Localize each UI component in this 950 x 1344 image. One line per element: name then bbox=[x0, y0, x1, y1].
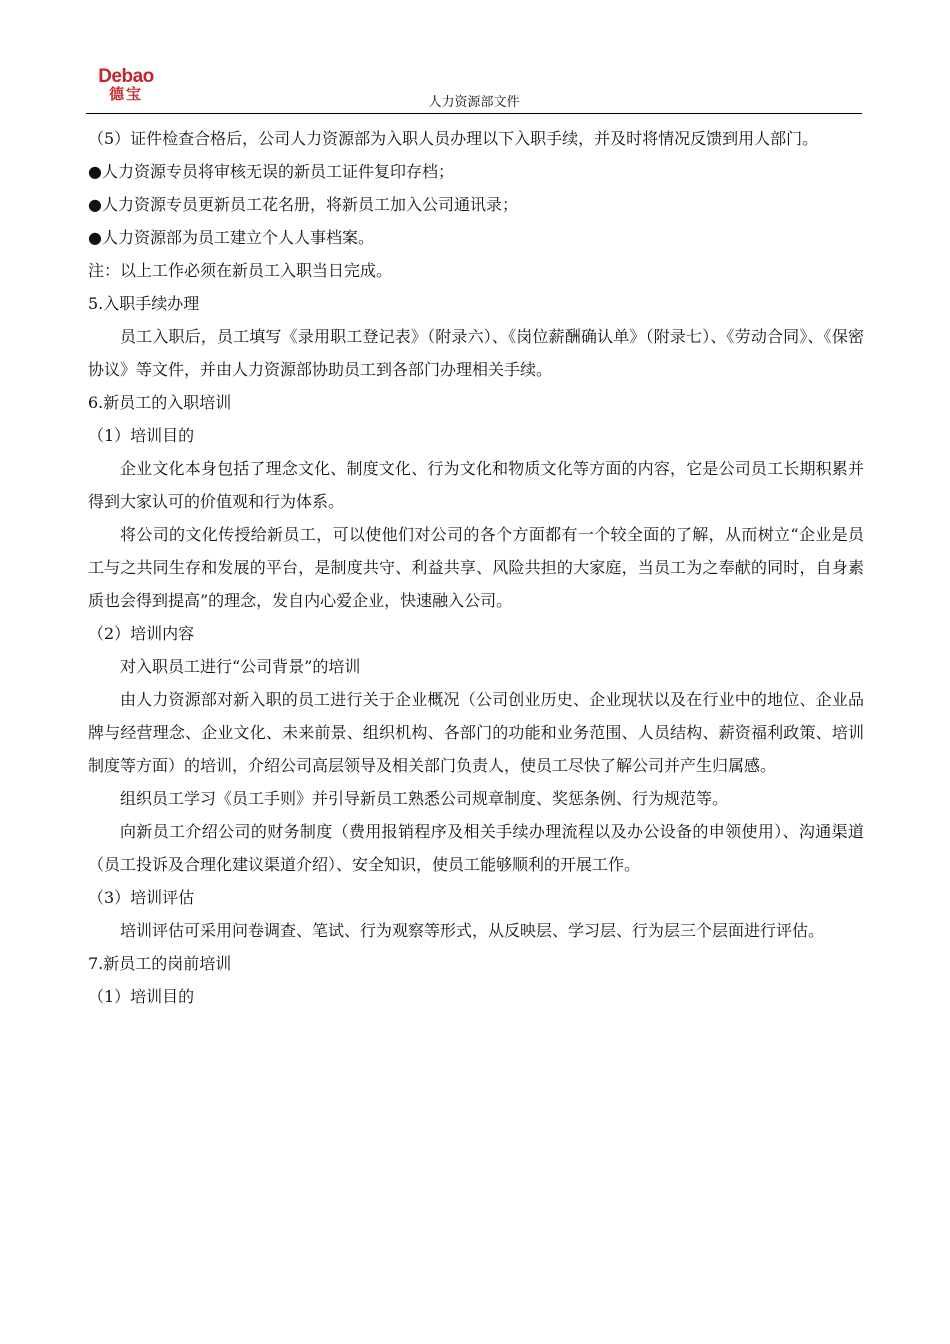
subheading-pre-job-training-purpose: （1）培训目的 bbox=[88, 987, 195, 1006]
note-text: 注：以上工作必须在新员工入职当日完成。 bbox=[88, 261, 393, 280]
paragraph-company-overview: 由人力资源部对新入职的员工进行关于企业概况（公司创业历史、企业现状以及在行业中的地位、企业品牌与经营理念、企业文化、未来前景、组织机构、各部门的功能和业务范围、人员结构、薪资福利政策、培训制度等方面）的培训，介绍公司高层领导及相关部门负责人，使员工尽快了解公司并产生归属感。 bbox=[88, 690, 864, 775]
bullet-item: ●人力资源部为员工建立个人人事档案。 bbox=[88, 228, 374, 247]
logo-text-cjk: 德宝 bbox=[108, 86, 143, 103]
subheading-training-content: （2）培训内容 bbox=[88, 624, 195, 643]
bullet-item: ●人力资源专员将审核无误的新员工证件复印存档； bbox=[88, 162, 454, 181]
paragraph-employee-handbook: 组织员工学习《员工手则》并引导新员工熟悉公司规章制度、奖惩条例、行为规范等。 bbox=[120, 789, 729, 808]
section-heading-5: 5.入职手续办理 bbox=[88, 294, 200, 313]
subheading-training-purpose: （1）培训目的 bbox=[88, 426, 195, 445]
bullet-item: ●人力资源专员更新员工花名册，将新员工加入公司通讯录； bbox=[88, 195, 518, 214]
section-heading-7: 7.新员工的岗前培训 bbox=[88, 954, 232, 973]
document-body bbox=[88, 122, 864, 1013]
paragraph-evaluation-methods: 培训评估可采用问卷调查、笔试、行为观察等形式，从反映层、学习层、行为层三个层面进行评估。 bbox=[120, 921, 825, 940]
paragraph-culture-transfer: 将公司的文化传授给新员工，可以使他们对公司的各个方面都有一个较全面的了解，从而树立“企业是员工与之共同生存和发展的平台，是制度共守、利益共享、风险共担的大家庭，当员工为之奉献的同时，自身素质也会得到提高”的理念，发自内心爱企业，快速融入公司。 bbox=[88, 525, 864, 610]
section-heading-6: 6.新员工的入职培训 bbox=[88, 393, 232, 412]
paragraph-onboarding-procedures: 员工入职后，员工填写《录用职工登记表》（附录六）、《岗位薪酬确认单》（附录七）、《劳动合同》、《保密协议》等文件，并由人力资源部协助员工到各部门办理相关手续。 bbox=[88, 327, 864, 379]
paragraph-corporate-culture: 企业文化本身包括了理念文化、制度文化、行为文化和物质文化等方面的内容，它是公司员工长期积累并得到大家认可的价值观和行为体系。 bbox=[88, 459, 864, 511]
subheading-training-evaluation: （3）培训评估 bbox=[88, 888, 195, 907]
paragraph-company-background: 对入职员工进行“公司背景”的培训 bbox=[120, 657, 361, 676]
header-divider bbox=[86, 113, 862, 114]
paragraph-financial-system: 向新员工介绍公司的财务制度（费用报销程序及相关手续办理流程以及办公设备的申领使用）、沟通渠道（员工投诉及合理化建议渠道介绍）、安全知识，使员工能够顺利的开展工作。 bbox=[88, 822, 864, 874]
document-header-title: 人力资源部文件 bbox=[428, 95, 520, 110]
paragraph-item-5: （5）证件检查合格后，公司人力资源部为入职人员办理以下入职手续，并及时将情况反馈到用人部门。 bbox=[88, 129, 819, 148]
logo-text-latin: Debao bbox=[98, 66, 154, 87]
